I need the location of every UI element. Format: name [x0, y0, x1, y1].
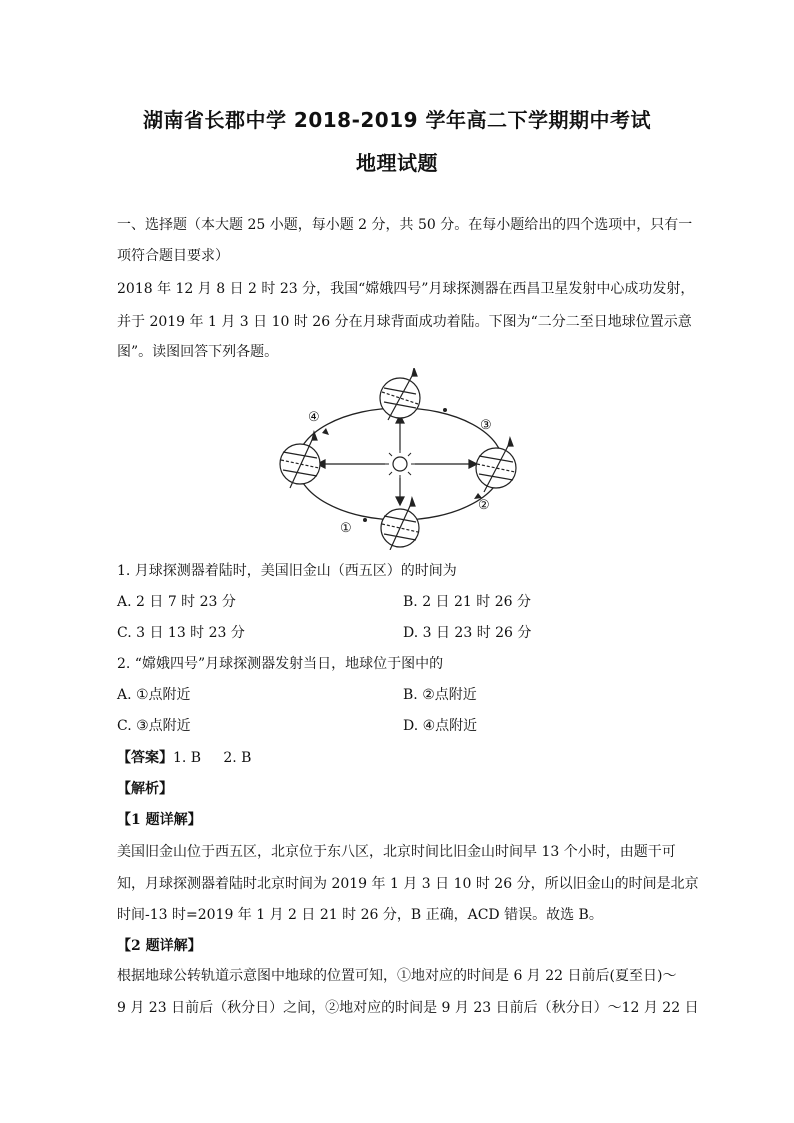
earth-top [380, 368, 420, 420]
marker-4: ④ [308, 410, 320, 425]
q1-detail-line-3: 时间-13 时=2019 年 1 月 2 日 21 时 26 分，B 正确，ACD 错误。故选 B。 [117, 907, 603, 923]
marker-1: ① [340, 521, 352, 536]
q1-detail-label: 【1 题详解】 [117, 812, 202, 828]
marker-2: ② [478, 498, 490, 513]
section-heading-line-1: 一、选择题（本大题 25 小题，每小题 2 分，共 50 分。在每小题给出的四个选项中，只有一 [117, 217, 693, 233]
analysis-label: 【解析】 [117, 781, 173, 797]
q1-detail-line-2: 知，月球探测器着陆时北京时间为 2019 年 1 月 3 日 10 时 26 分，所以旧金山的时间是北京 [117, 876, 699, 892]
question-1-option-a: A. 2 日 7 时 23 分 [117, 594, 236, 610]
stem-line-1: 2018 年 12 月 8 日 2 时 23 分，我国“嫦娥四号”月球探测器在西昌卫星发射中心成功发射， [117, 281, 695, 297]
stem-line-3: 图”。读图回答下列各题。 [117, 344, 279, 360]
question-1-option-c: C. 3 日 13 时 23 分 [117, 625, 245, 641]
question-2-option-b: B. ②点附近 [403, 687, 477, 703]
answer-line [117, 748, 697, 768]
page-subtitle: 地理试题 [356, 151, 438, 175]
orbit-diagram-svg [270, 368, 530, 550]
earth-right [476, 438, 516, 492]
marker-3: ③ [480, 418, 492, 433]
question-1-option-d: D. 3 日 23 时 26 分 [403, 625, 532, 641]
q2-detail-label: 【2 题详解】 [117, 938, 202, 954]
q2-detail-line-1: 根据地球公转轨道示意图中地球的位置可知，①地对应的时间是 6 月 22 日前后(夏至日)～ [117, 968, 677, 984]
orbit-diagram [270, 368, 530, 550]
q1-detail-line-1: 美国旧金山位于西五区，北京位于东八区，北京时间比旧金山时间早 13 个小时，由题干可 [117, 844, 676, 860]
sun-icon [385, 449, 415, 479]
question-1-option-b: B. 2 日 21 时 26 分 [403, 594, 531, 610]
section-heading-line-2: 项符合题目要求） [117, 248, 229, 264]
question-2-stem: 2. “嫦娥四号”月球探测器发射当日，地球位于图中的 [117, 656, 444, 672]
stem-line-2: 并于 2019 年 1 月 3 日 10 时 26 分在月球背面成功着陆。下图为“二分二至日地球位置示意 [117, 314, 692, 330]
question-2-option-d: D. ④点附近 [403, 718, 478, 734]
page-title: 湖南省长郡中学 2018-2019 学年高二下学期期中考试 [142, 108, 652, 132]
q2-detail-line-2: 9 月 23 日前后（秋分日）之间，②地对应的时间是 9 月 23 日前后（秋分日）～12 月 22 日 [117, 1000, 699, 1016]
question-2-option-a: A. ①点附近 [117, 687, 191, 703]
answer-label: 【答案】 [117, 750, 173, 766]
question-2-option-c: C. ③点附近 [117, 718, 191, 734]
earth-left [280, 432, 320, 488]
answer-text: 1. B 2. B [173, 750, 252, 766]
question-1-stem: 1. 月球探测器着陆时，美国旧金山（西五区）的时间为 [117, 563, 457, 579]
